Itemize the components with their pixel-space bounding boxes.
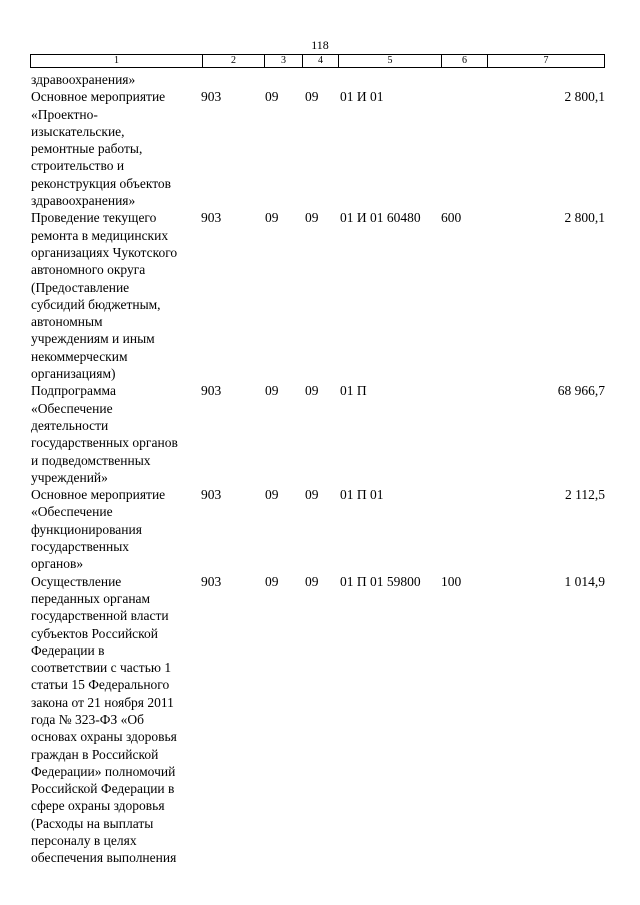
row-name-line: автономным [31,314,103,330]
table-row [0,573,640,867]
row-cell-c7: 2 800,1 [564,89,605,105]
row-cell-c4: 09 [305,210,319,226]
row-name-line: персоналу в целях [31,833,137,849]
header-col-5: 5 [339,55,442,67]
table-header [30,54,605,68]
row-cell-c2: 903 [201,383,222,399]
row-name-line: учреждений» [31,469,108,485]
table-row [0,209,640,382]
row-cell-c5: 01 П 01 59800 [340,573,421,589]
row-cell-c4: 09 [305,487,319,503]
row-cell-c7: 1 014,9 [564,573,605,589]
table-row [0,382,640,486]
row-cell-c7: 68 966,7 [557,383,605,399]
row-name-line: «Проектно- [31,106,98,122]
row-name-line: закона от 21 ноября 2011 [31,694,174,710]
row-name-line: функционирования [31,521,142,537]
header-col-4: 4 [303,55,339,67]
row-cell-c2: 903 [201,573,222,589]
row-cell-c2: 903 [201,210,222,226]
row-name [31,382,201,486]
row-name-line: государственной власти [31,608,169,624]
header-col-2: 2 [203,55,265,67]
row-name-line: государственных органов [31,435,178,451]
row-name [31,209,201,382]
table-body [0,71,640,867]
row-name-line: Основное мероприятие [31,89,166,105]
row-name-line: Основное мероприятие [31,487,166,503]
row-name-line: Проведение текущего [31,210,157,226]
row-name [31,573,201,867]
table-row [0,486,640,572]
row-name-line: реконструкция объектов [31,175,172,191]
row-name-line: «Обеспечение [31,400,113,416]
row-name-line: Российской Федерации в [31,781,175,797]
row-name-line: сфере охраны здоровья [31,798,165,814]
row-cell-c3: 09 [265,573,279,589]
row-name-line: Осуществление [31,573,122,589]
row-cell-c4: 09 [305,573,319,589]
row-name-line: Федерации в [31,642,105,658]
row-name-line: субсидий бюджетным, [31,296,161,312]
row-name-line: органов» [31,556,84,572]
page-number: 118 [311,38,329,52]
header-col-7: 7 [543,55,549,66]
row-name-line: (Предоставление [31,279,130,295]
row-name-line: соответствии с частью 1 [31,660,172,676]
row-cell-c3: 09 [265,487,279,503]
row-name-line: основах охраны здоровья [31,729,177,745]
row-name-line: «Обеспечение [31,504,113,520]
table-row [0,88,640,209]
row-name-line: обеспечения выполнения [31,850,177,866]
row-name-line: государственных [31,539,130,555]
row-cell-c4: 09 [305,383,319,399]
row-cell-c3: 09 [265,89,279,105]
row-name-line: организациях Чукотского [31,244,178,260]
row-name-line: и подведомственных [31,452,151,468]
table-row [0,71,640,88]
row-cell-c5: 01 И 01 [340,89,384,105]
row-name-line: (Расходы на выплаты [31,815,154,831]
row-name [31,88,201,209]
header-col-3: 3 [265,55,303,67]
header-col-1: 1 [31,55,203,67]
row-name-line: ремонтные работы, [31,141,143,157]
row-cell-c7: 2 800,1 [564,210,605,226]
row-name-line: некоммерческим [31,348,128,364]
row-name-line: учреждениям и иным [31,331,155,347]
row-cell-c3: 09 [265,210,279,226]
row-cell-c6: 100 [441,573,462,589]
row-name-line: Федерации» полномочий [31,763,176,779]
row-cell-c2: 903 [201,487,222,503]
row-cell-c2: 903 [201,89,222,105]
row-name-line: ремонта в медицинских [31,227,169,243]
row-cell-c7: 2 112,5 [565,487,605,503]
row-name-line: субъектов Российской [31,625,159,641]
row-name-line: изыскательские, [31,123,125,139]
row-cell-c5: 01 П 01 [340,487,384,503]
header-col-6: 6 [442,55,488,67]
row-name-line: автономного округа [31,262,146,278]
row-cell-c4: 09 [305,89,319,105]
row-name-line: здравоохранения» [31,193,136,209]
row-cell-c3: 09 [265,383,279,399]
row-cell-c5: 01 И 01 60480 [340,210,421,226]
row-name [31,71,201,88]
row-cell-c5: 01 П [340,383,367,399]
row-cell-c6: 600 [441,210,462,226]
row-name-line: организациям) [31,366,116,382]
row-name-line: строительство и [31,158,125,174]
row-name-line: переданных органам [31,590,151,606]
row-name-line: деятельности [31,417,109,433]
row-name-line: граждан в Российской [31,746,159,762]
row-name-line: статьи 15 Федерального [31,677,170,693]
row-name [31,486,201,572]
row-name-line: Подпрограмма [31,383,116,399]
row-name-line: здравоохранения» [31,72,136,87]
row-name-line: года № 323-ФЗ «Об [31,711,144,727]
